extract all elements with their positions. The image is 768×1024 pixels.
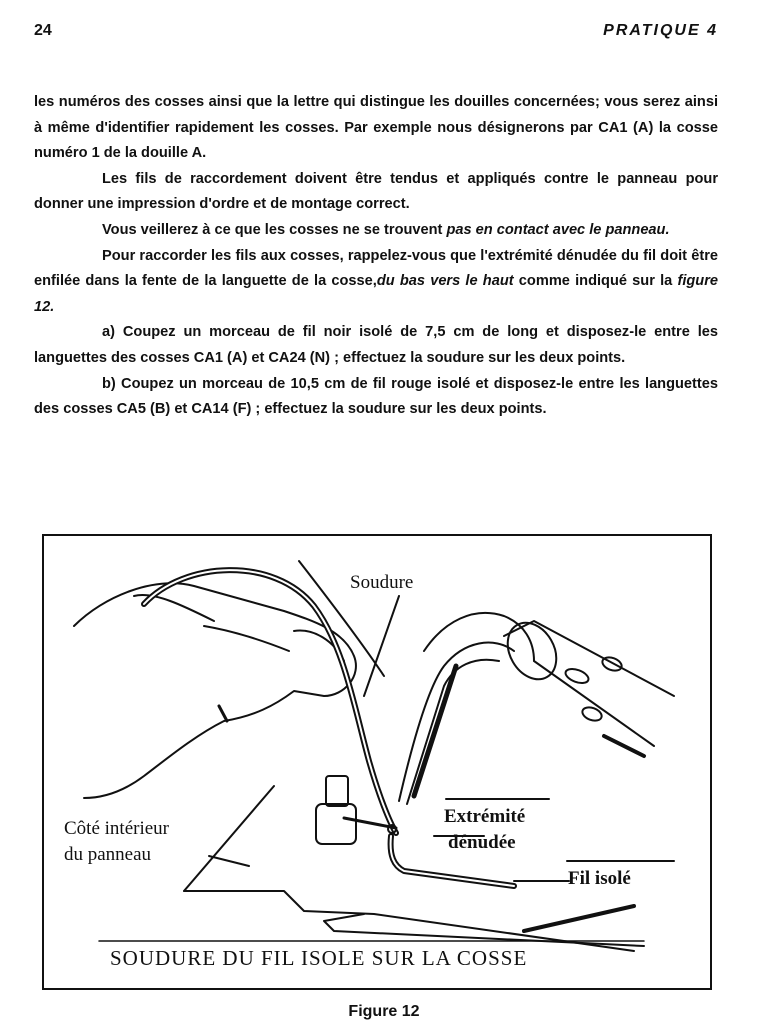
page-number: 24 bbox=[34, 22, 52, 39]
paragraph-4 bbox=[34, 244, 718, 321]
label-stripped-1: Extrémité bbox=[444, 806, 526, 827]
label-stripped-2: dénudée bbox=[448, 832, 516, 853]
paragraph-4-mid: comme indiqué sur la bbox=[513, 273, 678, 290]
page-header bbox=[34, 22, 718, 44]
soldering-illustration bbox=[44, 536, 710, 988]
soldering-iron-handle bbox=[504, 621, 674, 696]
label-interior-2: du panneau bbox=[64, 844, 152, 865]
hand-drawing bbox=[74, 583, 356, 798]
paragraph-5: a) Coupez un morceau de fil noir isolé de 7,5 cm de long et disposez-le entre les languettes des cosses CA1 (A) et CA24 (N) ; effectuez la soudure sur les deux points. bbox=[34, 324, 718, 366]
paragraph-4-emphasis-2: figure 12. bbox=[34, 273, 719, 315]
held-wire bbox=[144, 570, 396, 833]
paragraph-3-text: Vous veillerez à ce que les cosses ne se trouvent bbox=[102, 221, 447, 238]
socket bbox=[316, 804, 356, 844]
paragraph-2: Les fils de raccordement doivent être tendus et appliqués contre le panneau pour donner une impression d'ordre et de montage correct. bbox=[34, 170, 718, 213]
paragraph-3 bbox=[34, 218, 718, 244]
figure-title: SOUDURE DU FIL ISOLE SUR LA COSSE bbox=[110, 946, 528, 970]
soldering-iron-tube bbox=[424, 613, 534, 661]
paragraph-4-emphasis-1: du bas vers le haut bbox=[376, 273, 514, 290]
label-insulated: Fil isolé bbox=[568, 868, 631, 889]
paragraph-3-emphasis: pas en contact avec le panneau. bbox=[446, 221, 670, 238]
running-head: PRATIQUE 4 bbox=[603, 22, 718, 39]
paragraph-4-text: Pour raccorder les fils aux cosses, rappelez-vous que l'extrémité dénudée du fil doit être enfilée dans la fente de la languette de la cosse, bbox=[34, 247, 718, 290]
label-soudure: Soudure bbox=[350, 572, 414, 593]
body-text bbox=[34, 90, 718, 423]
paragraph-6: b) Coupez un morceau de 10,5 cm de fil rouge isolé et disposez-le entre les languettes des cosses CA5 (B) et CA14 (F) ; effectuez la soudure sur les deux points. bbox=[34, 375, 718, 418]
paragraph-1: les numéros des cosses ainsi que la lettre qui distingue les douilles concernées; vous serez ainsi à même d'identifier rapidement les cosses. Par exemple nous désignerons par CA1 (A) la cosse numéro 1 de la douille A. bbox=[34, 94, 718, 162]
label-interior-1: Côté intérieur bbox=[64, 818, 169, 839]
figure-frame bbox=[42, 534, 712, 990]
figure-caption: Figure 12 bbox=[348, 1003, 420, 1020]
